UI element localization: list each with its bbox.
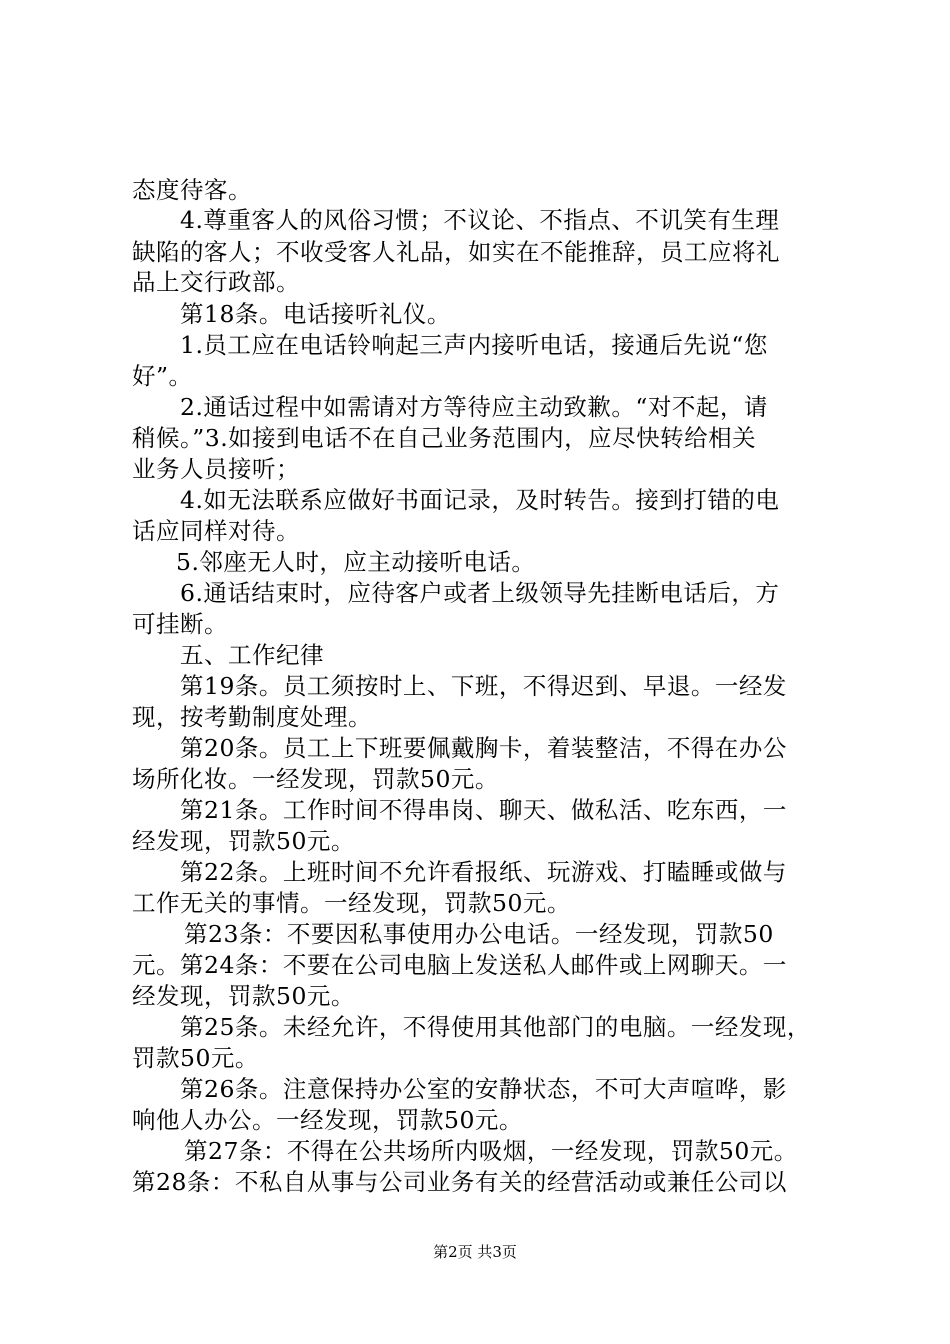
- text-line: 第20条。员工上下班要佩戴胸卡，着装整洁，不得在办公: [180, 734, 787, 762]
- text-line: 场所化妆。一经发现，罚款50元。: [132, 765, 499, 793]
- text-line: 2.通话过程中如需请对方等待应主动致歉。“对不起，请: [180, 393, 768, 421]
- text-line: 罚款50元。: [132, 1044, 259, 1072]
- text-line: 话应同样对待。: [132, 517, 300, 545]
- text-line: 响他人办公。一经发现，罚款50元。: [132, 1106, 523, 1134]
- text-line: 经发现，罚款50元。: [132, 827, 355, 855]
- text-line: 态度待客。: [132, 176, 252, 204]
- text-line: 6.通话结束时，应待客户或者上级领导先挂断电话后，方: [180, 579, 780, 607]
- text-line: 5.邻座无人时，应主动接听电话。: [176, 548, 536, 576]
- text-line: 第27条：不得在公共场所内吸烟，一经发现，罚款50元。: [184, 1137, 798, 1165]
- text-line: 第26条。注意保持办公室的安静状态，不可大声喧哗，影: [180, 1075, 787, 1103]
- text-line: 可挂断。: [132, 610, 228, 638]
- text-line: 品上交行政部。: [132, 268, 300, 296]
- text-line: 第28条：不私自从事与公司业务有关的经营活动或兼任公司以: [132, 1168, 787, 1196]
- text-line: 工作无关的事情。一经发现，罚款50元。: [132, 889, 571, 917]
- text-line: 第23条：不要因私事使用办公电话。一经发现，罚款50: [184, 920, 774, 948]
- text-line: 4.如无法联系应做好书面记录，及时转告。接到打错的电: [180, 486, 780, 514]
- text-line: 现，按考勤制度处理。: [132, 703, 372, 731]
- text-line: 五、工作纪律: [180, 641, 324, 669]
- text-line: 第21条。工作时间不得串岗、聊天、做私活、吃东西，一: [180, 796, 787, 824]
- text-line: 第19条。员工须按时上、下班，不得迟到、早退。一经发: [180, 672, 787, 700]
- text-line: 元。第24条：不要在公司电脑上发送私人邮件或上网聊天。一: [132, 951, 787, 979]
- text-line: 好”。: [132, 362, 193, 390]
- text-line: 稍候。”3.如接到电话不在自己业务范围内，应尽快转给相关: [132, 424, 757, 452]
- page-footer: 第2页 共3页: [433, 1243, 517, 1261]
- text-line: 1.员工应在电话铃响起三声内接听电话，接通后先说“您: [180, 331, 768, 359]
- text-line: 缺陷的客人；不收受客人礼品，如实在不能推辞，员工应将礼: [132, 238, 780, 266]
- text-line: 第25条。未经允许，不得使用其他部门的电脑。一经发现，: [180, 1013, 811, 1041]
- text-line: 4.尊重客人的风俗习惯；不议论、不指点、不讥笑有生理: [180, 206, 780, 234]
- text-line: 第18条。电话接听礼仪。: [180, 300, 451, 328]
- text-line: 业务人员接听；: [132, 455, 300, 483]
- text-line: 经发现，罚款50元。: [132, 982, 355, 1010]
- text-line: 第22条。上班时间不允许看报纸、玩游戏、打瞌睡或做与: [180, 858, 787, 886]
